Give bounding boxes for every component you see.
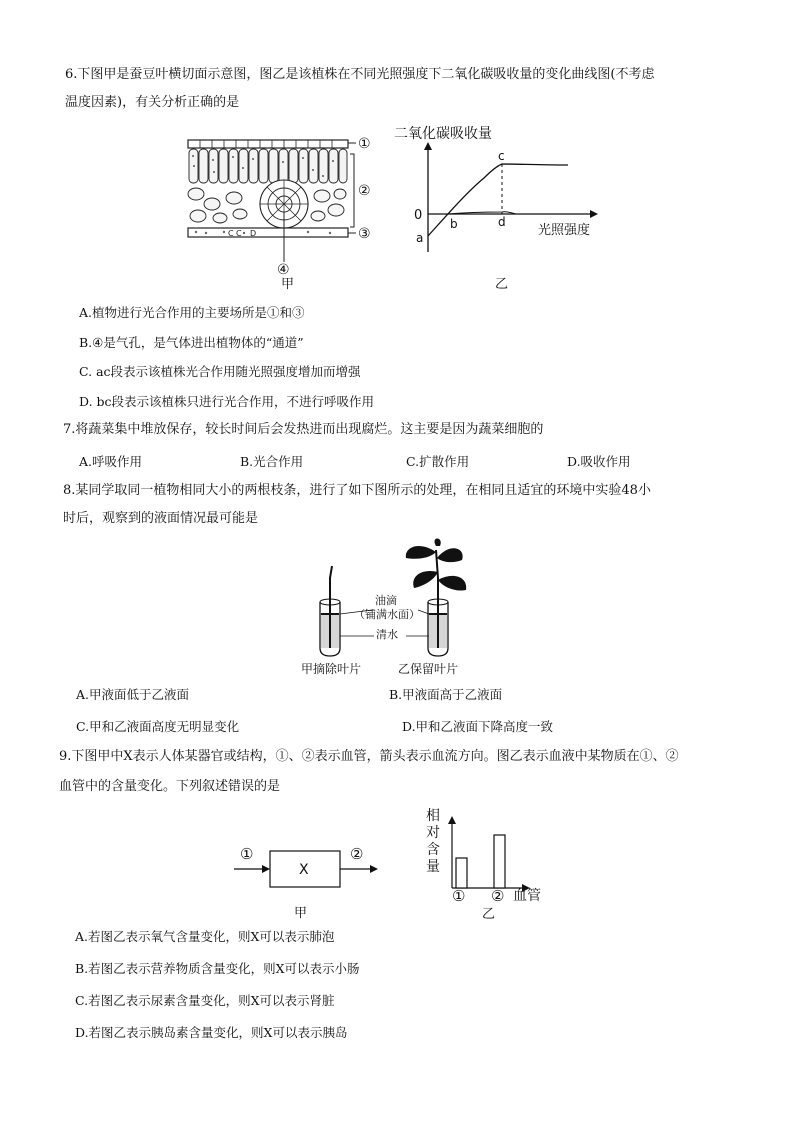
q7-stem: 7.将蔬菜集中堆放保存，较长时间后会发热进而出现腐烂。这主要是因为蔬菜细胞的 — [63, 422, 544, 437]
q7-option-c: C.扩散作用 — [406, 454, 470, 469]
bar-ylabel-1: 相 — [426, 808, 440, 824]
co2-xlabel: 光照强度 — [538, 223, 591, 238]
q9-option-d: D.若图乙表示胰岛素含量变化，则X可以表示胰岛 — [75, 1025, 348, 1040]
leaf-marker-3: ③ — [358, 226, 371, 242]
leaf-marker-4: ④ — [277, 262, 290, 278]
q8-caption-jia: 甲摘除叶片 — [301, 662, 362, 676]
q9-option-a: A.若图乙表示氧气含量变化，则X可以表示肺泡 — [75, 929, 335, 944]
q8-stem-line2: 时后，观察到的液面情况最可能是 — [63, 511, 259, 526]
q9-option-c: C.若图乙表示尿素含量变化，则X可以表示肾脏 — [75, 993, 335, 1008]
q9-fig-jia-caption: 甲 — [294, 906, 308, 921]
leaf-marker-1: ① — [358, 136, 371, 152]
leaf-cross-section-figure — [184, 132, 384, 292]
q8-label-oil: 油滴 — [375, 594, 397, 607]
q6-stem-line2: 温度因素)，有关分析正确的是 — [65, 95, 240, 110]
point-b: b — [450, 217, 458, 231]
bar-xlabel: 血管 — [513, 888, 541, 904]
q8-option-c: C.甲和乙液面高度无明显变化 — [76, 719, 240, 734]
q6-option-a: A.植物进行光合作用的主要场所是①和③ — [79, 305, 305, 320]
q8-option-d: D.甲和乙液面下降高度一致 — [402, 719, 554, 734]
q8-label-water: 清水 — [376, 628, 398, 641]
bar-vessel-2 — [494, 835, 505, 888]
bar-ylabel-2: 对 — [426, 825, 440, 841]
leaf-marker-2: ② — [358, 183, 371, 199]
point-a: a — [416, 231, 424, 245]
svg-text:C: C — [236, 229, 242, 238]
bar-ylabel-3: 含 — [426, 842, 440, 858]
q8-label-oil-note: （铺满水面） — [354, 608, 420, 621]
q9-fig-yi-caption: 乙 — [482, 907, 496, 922]
q9-stem-line1: 9.下图甲中X表示人体某器官或结构，①、②表示血管，箭头表示血流方向。图乙表示血液中某物质在①、② — [59, 749, 679, 764]
q7-option-d: D.吸收作用 — [567, 454, 631, 469]
organ-x-label: X — [299, 862, 309, 878]
vessel-out-label: ② — [350, 845, 364, 863]
q9-stem-line2: 血管中的含量变化。下列叙述错误的是 — [59, 779, 281, 794]
q7-option-b: B.光合作用 — [240, 454, 304, 469]
vessel-in-label: ① — [240, 845, 254, 863]
organ-x-diagram — [232, 843, 392, 893]
bar-ylabel-4: 量 — [426, 859, 440, 875]
co2-origin: 0 — [414, 208, 423, 223]
co2-curve-figure — [392, 120, 602, 270]
q8-caption-yi: 乙保留叶片 — [398, 662, 459, 676]
q6-option-b: B.④是气孔，是气体进出植物体的“通道” — [79, 335, 304, 350]
q6-option-c: C. ac段表示该植株光合作用随光照强度增加而增强 — [79, 364, 361, 379]
svg-text:C: C — [228, 229, 234, 238]
q7-option-a: A.呼吸作用 — [79, 454, 143, 469]
q8-stem-line1: 8.某同学取同一植物相同大小的两根枝条，进行了如下图所示的处理，在相同且适宜的环境中实验48小 — [63, 483, 651, 498]
q6-fig-jia-caption: 甲 — [281, 277, 295, 292]
bar-vessel-1 — [456, 858, 467, 888]
q9-option-b: B.若图乙表示营养物质含量变化，则X可以表示小肠 — [75, 961, 360, 976]
co2-ylabel: 二氧化碳吸收量 — [394, 126, 492, 142]
q6-stem-line1: 6.下图甲是蚕豆叶横切面示意图，图乙是该植株在不同光照强度下二氧化碳吸收量的变化曲线图(不考虑 — [65, 67, 655, 82]
bar-category-2: ② — [491, 887, 505, 905]
q6-option-d: D. bc段表示该植株只进行光合作用，不进行呼吸作用 — [79, 394, 375, 409]
point-d: d — [498, 215, 506, 229]
point-c: c — [498, 149, 505, 163]
q6-fig-yi-caption: 乙 — [495, 277, 509, 292]
svg-text:D: D — [250, 229, 257, 238]
bar-category-1: ① — [452, 887, 466, 905]
q8-option-a: A.甲液面低于乙液面 — [76, 687, 190, 702]
q8-option-b: B.甲液面高于乙液面 — [389, 687, 503, 702]
